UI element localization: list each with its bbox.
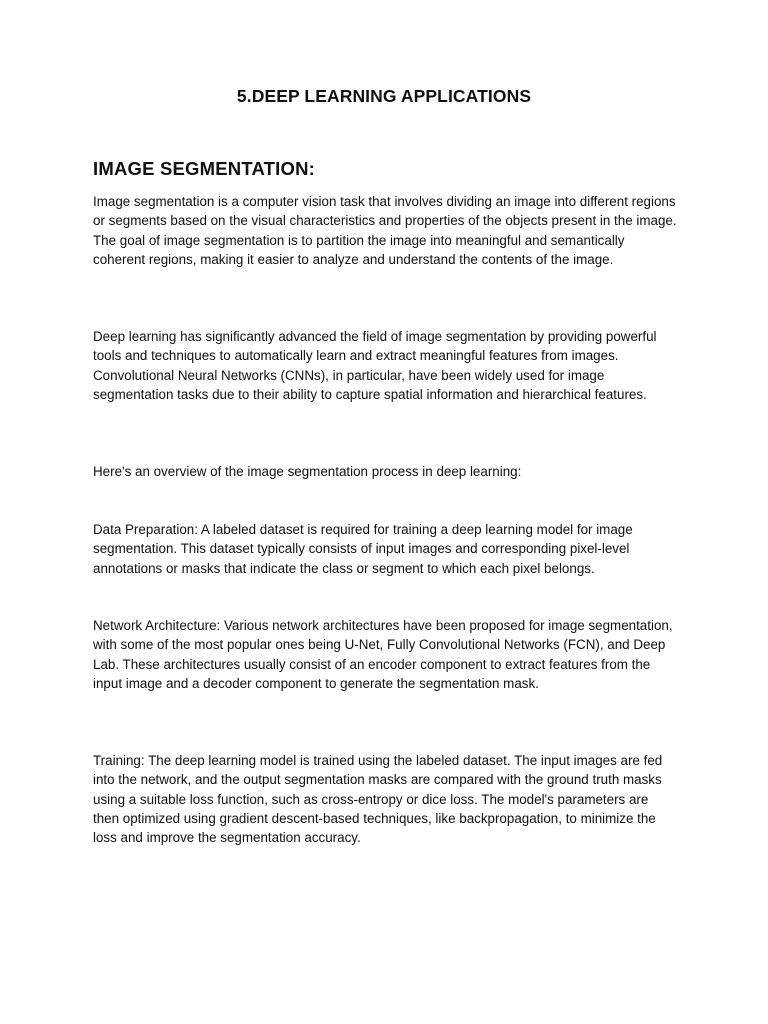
- paragraph-intro: Image segmentation is a computer vision task that involves dividing an image into different regions or segments based on the visual characteristics and properties of the objects present in the image. The goal of image segmentation is to partition the image into meaningful and semantically coherent regions, making it easier to analyze and understand the contents of the image.: [93, 194, 677, 267]
- paragraph-training: Training: The deep learning model is trained using the labeled dataset. The input images are fed into the network, and the output segmentation masks are compared with the ground truth masks using a suitable loss function, such as cross-entropy or dice loss. The model's parameters are then optimized using gradient descent-based techniques, like backpropagation, to minimize the loss and improve the segmentation accuracy.: [93, 753, 663, 846]
- paragraph-network-architecture: Network Architecture: Various network architectures have been proposed for image segmentation, with some of the most popular ones being U-Net, Fully Convolutional Networks (FCN), and Deep Lab. These architectures usually consist of an encoder component to extract features from the input image and a decoder component to generate the segmentation mask.: [93, 618, 673, 691]
- document-title: 5.DEEP LEARNING APPLICATIONS: [236, 86, 532, 106]
- paragraph-data-preparation: Data Preparation: A labeled dataset is required for training a deep learning model for image segmentation. This dataset typically consists of input images and corresponding pixel-level annotations or masks that indicate the class or segment to which each pixel belongs.: [93, 522, 633, 576]
- section-heading: IMAGE SEGMENTATION:: [93, 158, 316, 179]
- paragraph-deep-learning: Deep learning has significantly advanced the field of image segmentation by providing powerful tools and techniques to automatically learn and extract meaningful features from images. Convolutional Neural Networks (CNNs), in particular, have been widely used for image segmentation tasks due to their ability to capture spatial information and hierarchical features.: [93, 329, 657, 402]
- paragraph-overview: Here's an overview of the image segmentation process in deep learning:: [93, 464, 522, 479]
